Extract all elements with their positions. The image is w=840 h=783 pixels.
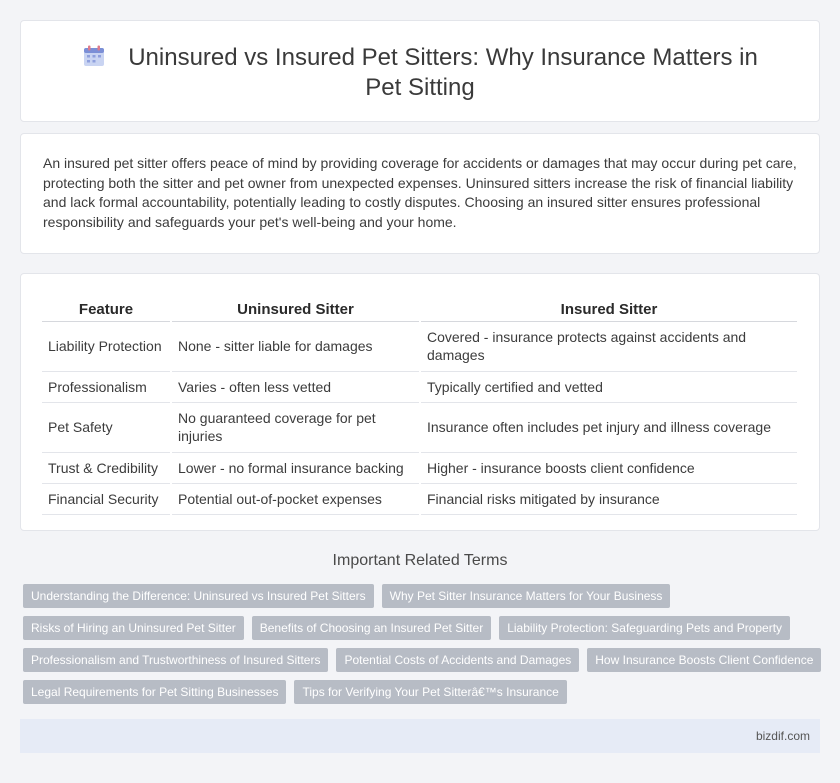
- related-term-tag[interactable]: Why Pet Sitter Insurance Matters for Your Business: [382, 584, 671, 608]
- table-row: [42, 321, 797, 371]
- related-term-tag[interactable]: Understanding the Difference: Uninsured vs Insured Pet Sitters: [23, 584, 374, 608]
- table-cell: Higher - insurance boosts client confidence: [420, 452, 797, 483]
- related-term-tag[interactable]: Liability Protection: Safeguarding Pets and Property: [499, 616, 790, 640]
- related-term-tag[interactable]: Potential Costs of Accidents and Damages: [336, 648, 579, 672]
- page-title: Uninsured vs Insured Pet Sitters: Why Insurance Matters in Pet Sitting: [128, 44, 758, 101]
- table-cell: Pet Safety: [42, 402, 171, 452]
- comparison-card: [20, 273, 820, 531]
- table-row: [42, 483, 797, 514]
- intro-paragraph: An insured pet sitter offers peace of mind by providing coverage for accidents or damages that may occur during pet care, protecting both the sitter and pet owner from unexpected expenses. Uninsured sitters increase the risk of financial liability and lack formal accountability, potentially leading to costly disputes. Choosing an insured sitter ensures professional responsibility and safeguards your pet's well-being and your home.: [43, 155, 797, 230]
- table-cell: Liability Protection: [42, 321, 171, 371]
- table-cell: Potential out-of-pocket expenses: [171, 483, 420, 514]
- related-terms-list: [23, 584, 823, 704]
- related-term-tag[interactable]: Legal Requirements for Pet Sitting Businesses: [23, 680, 286, 704]
- table-cell: Financial Security: [42, 483, 171, 514]
- table-cell: Financial risks mitigated by insurance: [420, 483, 797, 514]
- column-header-uninsured: Uninsured Sitter: [171, 294, 420, 321]
- column-header-insured: Insured Sitter: [420, 294, 797, 321]
- related-term-tag[interactable]: Tips for Verifying Your Pet Sitterâ€™s Insurance: [294, 680, 566, 704]
- table-row: [42, 452, 797, 483]
- table-row: [42, 402, 797, 452]
- related-term-tag[interactable]: Benefits of Choosing an Insured Pet Sitter: [252, 616, 491, 640]
- table-cell: Trust & Credibility: [42, 452, 171, 483]
- related-term-tag[interactable]: Professionalism and Trustworthiness of Insured Sitters: [23, 648, 328, 672]
- table-cell: No guaranteed coverage for pet injuries: [171, 402, 420, 452]
- title-card: [20, 20, 820, 122]
- table-cell: None - sitter liable for damages: [171, 321, 420, 371]
- table-cell: Lower - no formal insurance backing: [171, 452, 420, 483]
- table-cell: Insurance often includes pet injury and illness coverage: [420, 402, 797, 452]
- page-title-wrap: [61, 43, 779, 103]
- footer: [20, 719, 820, 753]
- table-header-row: [42, 294, 797, 321]
- comparison-table: [42, 294, 797, 515]
- table-row: [42, 371, 797, 402]
- table-cell: Varies - often less vetted: [171, 371, 420, 402]
- intro-card: [20, 133, 820, 254]
- column-header-feature: Feature: [42, 294, 171, 321]
- related-term-tag[interactable]: How Insurance Boosts Client Confidence: [587, 648, 821, 672]
- table-cell: Typically certified and vetted: [420, 371, 797, 402]
- footer-site-link[interactable]: bizdif.com: [755, 729, 810, 743]
- related-term-tag[interactable]: Risks of Hiring an Uninsured Pet Sitter: [23, 616, 244, 640]
- related-terms-heading: Important Related Terms: [332, 552, 508, 569]
- table-cell: Covered - insurance protects against accidents and damages: [420, 321, 797, 371]
- calendar-icon: [82, 44, 106, 68]
- table-cell: Professionalism: [42, 371, 171, 402]
